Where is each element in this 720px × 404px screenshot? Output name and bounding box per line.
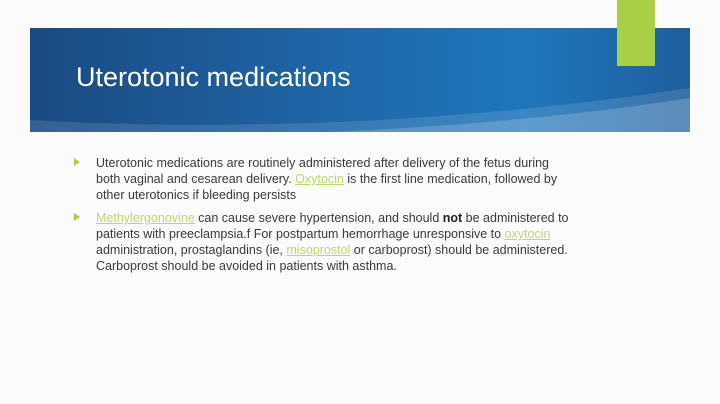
drug-link[interactable]: Methylergonovine bbox=[96, 211, 195, 225]
slide-title: Uterotonic medications bbox=[76, 62, 351, 92]
bullet-text bbox=[96, 156, 557, 202]
body-text: or carboprost) should be administered. Carboprost should be avoided in patients with asthma. bbox=[96, 243, 568, 273]
body-text: can cause severe hypertension, and should bbox=[194, 211, 443, 225]
bullet-text bbox=[96, 211, 569, 273]
drug-link[interactable]: misoprostol bbox=[286, 243, 351, 257]
body-text: administration, prostaglandins (ie, bbox=[96, 243, 287, 257]
bullet-item bbox=[74, 155, 574, 203]
body-text: be administered to patients with preeclampsia.f For postpartum hemorrhage unresponsive to bbox=[96, 211, 569, 241]
emphasis-text: not bbox=[442, 211, 463, 225]
body-text: is the first line medication, followed by other uterotonics if bleeding persists bbox=[96, 172, 558, 202]
accent-bar bbox=[617, 0, 655, 66]
bullet-item bbox=[74, 210, 574, 274]
body-text: Uterotonic medications are routinely administered after delivery of the fetus during both vaginal and cesarean delivery. bbox=[96, 156, 550, 186]
drug-link[interactable]: oxytocin bbox=[504, 227, 551, 241]
bullet-arrow-icon bbox=[74, 158, 80, 166]
bullet-arrow-icon bbox=[74, 213, 80, 221]
title-banner bbox=[30, 28, 690, 132]
drug-link[interactable]: Oxytocin bbox=[295, 172, 344, 186]
bullet-list bbox=[74, 155, 574, 281]
